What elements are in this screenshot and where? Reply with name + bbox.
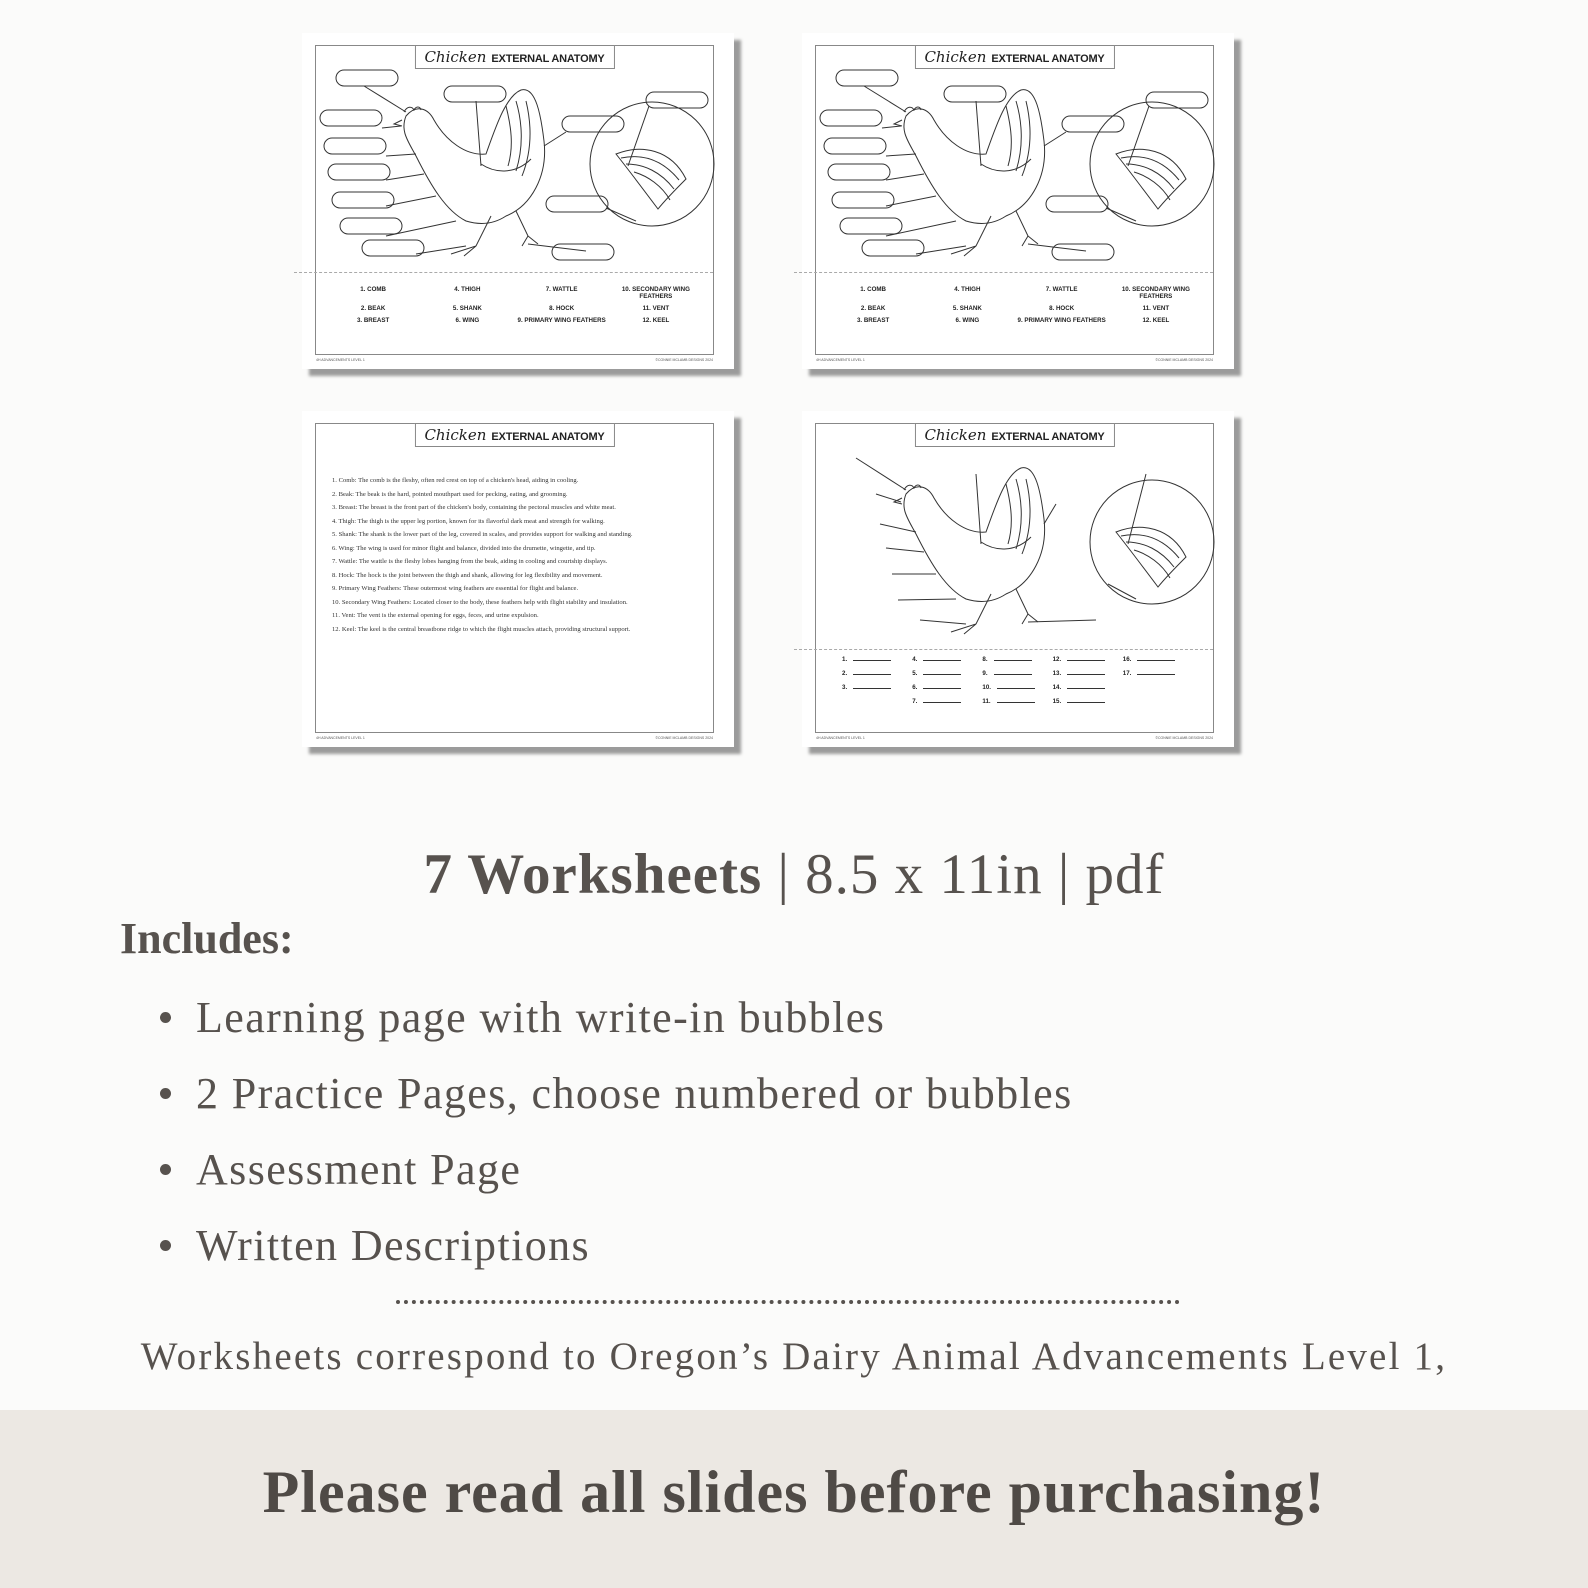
bullet-icon — [160, 1240, 171, 1251]
bullet-icon — [160, 1088, 171, 1099]
term-key-item: 10. SECONDARY WING FEATHERS — [621, 286, 690, 300]
term-key — [316, 286, 713, 324]
dotted-divider — [396, 1300, 1180, 1304]
term-key — [816, 286, 1213, 324]
description-item: 10. Secondary Wing Feathers: Located closer to the body, these feathers help with flight stability and insulation. — [332, 598, 628, 606]
worksheet-preview-descriptions — [302, 411, 734, 747]
includes-label: Includes: — [120, 914, 294, 963]
answer-blank[interactable]: 1. — [842, 654, 912, 663]
term-key-item: 7. WATTLE — [1045, 286, 1078, 293]
term-key-item: 5. SHANK — [952, 305, 982, 312]
worksheet-title: Chicken EXTERNAL ANATOMY — [914, 423, 1114, 447]
term-key-item: 10. SECONDARY WING FEATHERS — [1121, 286, 1190, 300]
empty-cell — [1123, 682, 1193, 691]
worksheet-frame — [815, 45, 1214, 362]
term-key-item: 11. VENT — [642, 305, 670, 312]
description-item: 7. Wattle: The wattle is the fleshy lobes hanging from the beak, aiding in cooling and courtship displays. — [332, 558, 608, 565]
description-item: 4. Thigh: The thigh is the upper leg portion, known for its flavorful dark meat and strength for walking. — [332, 517, 605, 525]
worksheet-title: Chicken EXTERNAL ANATOMY — [914, 45, 1114, 69]
worksheet-frame — [315, 423, 714, 740]
footer-left: 4H ADVANCEMENTS LEVEL 1 — [816, 358, 865, 362]
answer-blank[interactable]: 4. — [912, 654, 982, 663]
list-item: Assessment Page — [160, 1140, 1073, 1216]
description-item: 2. Beak: The beak is the hard, pointed mouthpart used for pecking, eating, and grooming. — [332, 490, 568, 498]
worksheet-title: Chicken EXTERNAL ANATOMY — [414, 423, 614, 447]
answer-blank[interactable]: 5. — [912, 668, 982, 677]
chicken-diagram-numbered — [816, 424, 1215, 649]
empty-cell — [842, 696, 912, 705]
headline-count: 7 Worksheets — [423, 843, 763, 906]
term-key-item: 4. THIGH — [954, 286, 981, 293]
answer-blank[interactable]: 9. — [982, 668, 1052, 677]
empty-cell — [1123, 696, 1193, 705]
term-key-item: 7. WATTLE — [545, 286, 578, 293]
term-key-item: 6. WING — [455, 317, 480, 324]
description-item: 8. Hock: The hock is the joint between the thigh and shank, allowing for leg flexibility and movement. — [332, 571, 603, 579]
answer-blank[interactable]: 15. — [1053, 696, 1123, 705]
term-key-item: 4. THIGH — [454, 286, 481, 293]
answer-blank[interactable]: 7. — [912, 696, 982, 705]
headline-specs: | 8.5 x 11in | pdf — [762, 843, 1165, 906]
term-key-item: 2. BEAK — [860, 305, 886, 312]
includes-list — [160, 988, 1073, 1292]
list-item: 2 Practice Pages, choose numbered or bubbles — [160, 1064, 1073, 1140]
term-key-item: 12. KEEL — [642, 317, 670, 324]
term-key-item: 1. COMB — [860, 286, 887, 293]
footer-right: ©CONNIE MCLAMB DESIGNS 2024 — [655, 358, 713, 362]
answer-blank[interactable]: 2. — [842, 668, 912, 677]
term-key-item: 9. PRIMARY WING FEATHERS — [517, 317, 606, 324]
list-item: Written Descriptions — [160, 1216, 1073, 1292]
description-item: 5. Shank: The shank is the lower part of the leg, covered in scales, and provides support for walking and standing. — [332, 531, 633, 538]
footer-left: 4H ADVANCEMENTS LEVEL 1 — [816, 736, 865, 740]
footer-right: ©CONNIE MCLAMB DESIGNS 2024 — [655, 736, 713, 740]
footer-right: ©CONNIE MCLAMB DESIGNS 2024 — [1155, 736, 1213, 740]
worksheet-preview-assessment — [802, 411, 1234, 747]
answer-blanks — [842, 654, 1193, 705]
worksheet-title: Chicken EXTERNAL ANATOMY — [414, 45, 614, 69]
worksheet-preview-learning — [302, 33, 734, 369]
bottom-banner — [0, 1410, 1588, 1588]
term-key-item: 9. PRIMARY WING FEATHERS — [1017, 317, 1106, 324]
chicken-diagram-with-bubbles — [316, 46, 715, 276]
description-item: 1. Comb: The comb is the fleshy, often red crest on top of a chicken's head, aiding in cooling. — [332, 477, 579, 484]
term-key-item: 5. SHANK — [452, 305, 482, 312]
answer-blank[interactable]: 10. — [982, 682, 1052, 691]
answer-blank[interactable]: 12. — [1053, 654, 1123, 663]
description-item: 9. Primary Wing Feathers: These outermost wing feathers are essential for flight and balance. — [332, 585, 579, 592]
chicken-diagram-with-numbered-bubbles — [816, 46, 1215, 276]
answer-blank[interactable]: 6. — [912, 682, 982, 691]
answer-blank[interactable]: 3. — [842, 682, 912, 691]
answer-blank[interactable]: 14. — [1053, 682, 1123, 691]
term-key-item: 8. HOCK — [1049, 305, 1075, 312]
alignment-note: Worksheets correspond to Oregon’s Dairy Animal Advancements Level 1, — [140, 1335, 1448, 1378]
term-key-item: 8. HOCK — [549, 305, 575, 312]
term-key-item: 6. WING — [955, 317, 980, 324]
footer-left: 4H ADVANCEMENTS LEVEL 1 — [316, 736, 365, 740]
divider-line — [294, 272, 713, 273]
term-key-item: 3. BREAST — [356, 317, 390, 324]
answer-blank[interactable]: 11. — [982, 696, 1052, 705]
description-item: 12. Keel: The keel is the central breastbone ridge to which the flight muscles attach, providing structural support. — [332, 625, 631, 633]
worksheet-preview-practice — [802, 33, 1234, 369]
term-key-item: 2. BEAK — [360, 305, 386, 312]
term-key-item: 12. KEEL — [1142, 317, 1170, 324]
banner-text: Please read all slides before purchasing! — [262, 1459, 1326, 1525]
worksheet-frame — [315, 45, 714, 362]
answer-blank[interactable]: 16. — [1123, 654, 1193, 663]
worksheet-frame — [815, 423, 1214, 740]
term-key-item: 11. VENT — [1142, 305, 1170, 312]
term-key-item: 3. BREAST — [856, 317, 890, 324]
term-key-item: 1. COMB — [360, 286, 387, 293]
divider-line — [794, 272, 1213, 273]
bullet-icon — [160, 1164, 171, 1175]
footer-right: ©CONNIE MCLAMB DESIGNS 2024 — [1155, 358, 1213, 362]
description-list — [332, 474, 699, 636]
bullet-icon — [160, 1012, 171, 1023]
product-headline — [0, 842, 1588, 907]
answer-blank[interactable]: 13. — [1053, 668, 1123, 677]
answer-blank[interactable]: 17. — [1123, 668, 1193, 677]
list-item: Learning page with write-in bubbles — [160, 988, 1073, 1064]
divider-line — [794, 649, 1213, 650]
answer-blank[interactable]: 8. — [982, 654, 1052, 663]
description-item: 11. Vent: The vent is the external opening for eggs, feces, and urine expulsion. — [332, 612, 539, 619]
description-item: 3. Breast: The breast is the front part of the chicken's body, containing the pectoral muscles and white meat. — [332, 504, 616, 511]
description-item: 6. Wing: The wing is used for minor flight and balance, divided into the drumette, wingette, and tip. — [332, 544, 596, 552]
footer-left: 4H ADVANCEMENTS LEVEL 1 — [316, 358, 365, 362]
